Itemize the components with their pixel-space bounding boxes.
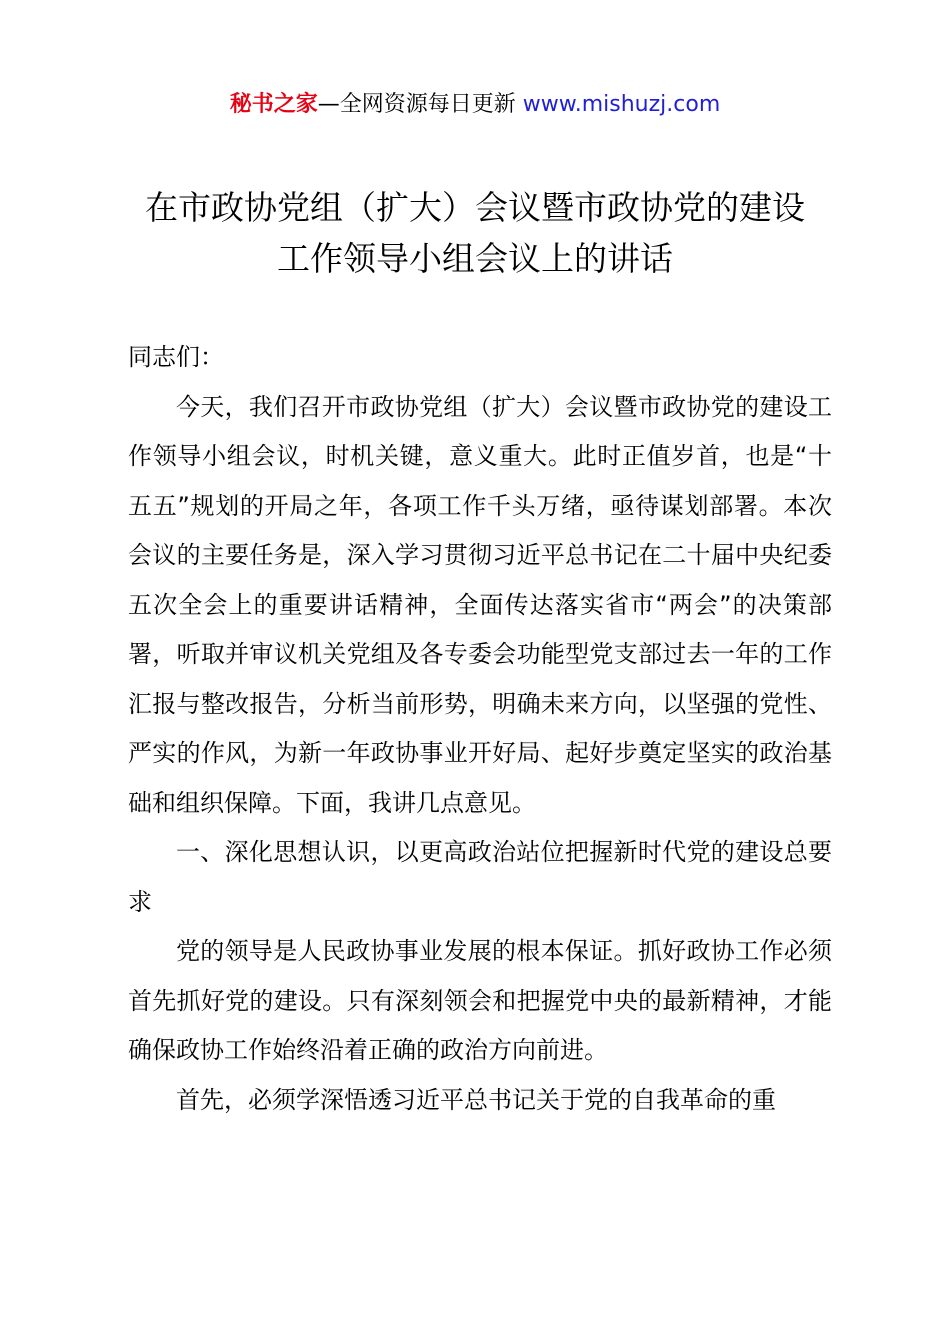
- document-body: [128, 333, 832, 1125]
- salutation: 同志们：: [128, 343, 224, 371]
- site-header: [0, 88, 950, 122]
- site-tagline: —全网资源每日更新: [317, 92, 523, 117]
- paragraph-section-1: 党的领导是人民政协事业发展的根本保证。抓好政协工作必须首先抓好党的建设。只有深刻领会和把握党中央的最新精神，才能确保政协工作始终沿着正确的政治方向前进。: [128, 937, 832, 1064]
- title-line-1: 在市政协党组（扩大）会议暨市政协党的建设: [145, 188, 805, 227]
- site-brand: 秘书之家: [229, 92, 318, 117]
- paragraph-first-point: 首先，必须学深悟透习近平总书记关于党的自我革命的重: [176, 1085, 776, 1114]
- paragraph-intro: 今天，我们召开市政协党组（扩大）会议暨市政协党的建设工作领导小组会议，时机关键，意义重大。此时正值岁首，也是“十五五”规划的开局之年，各项工作千头万绪，亟待谋划部署。本次会议的主要任务是，深入学习贯彻习近平总书记在二十届中央纪委五次全会上的重要讲话精神，全面传达落实省市“两会”的决策部署，听取并审议机关党组及各专委会功能型党支部过去一年的工作汇报与整改报告，分析当前形势，明确未来方向，以坚强的党性、严实的作风，为新一年政协事业开好局、起好步奠定坚实的政治基础和组织保障。下面，我讲几点意见。: [128, 392, 832, 817]
- document-title: [100, 182, 850, 284]
- section-heading-1: 一、深化思想认识，以更高政治站位把握新时代党的建设总要求: [128, 838, 832, 916]
- site-url-link[interactable]: www.mishuzj.com: [522, 92, 721, 117]
- title-line-2: 工作领导小组会议上的讲话: [277, 239, 673, 278]
